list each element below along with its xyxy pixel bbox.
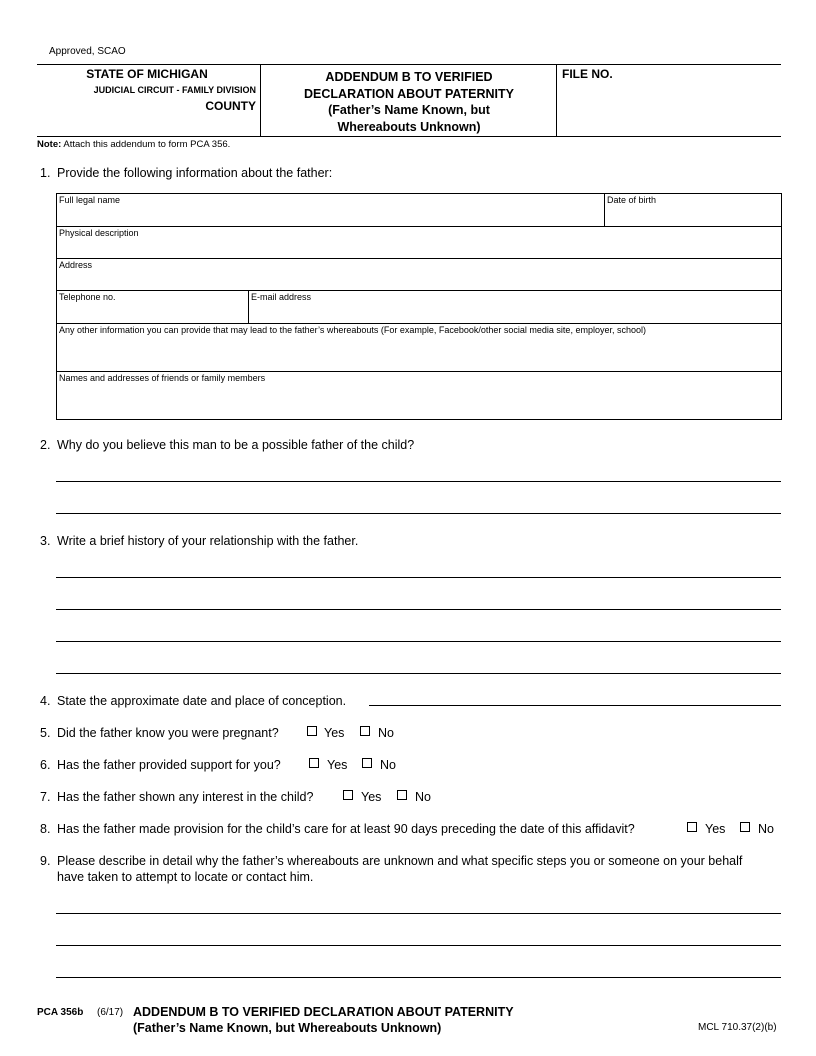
q7-no-checkbox[interactable] [397,790,407,800]
physical-description-field[interactable] [57,227,782,259]
form-title [262,69,556,135]
header-divider-left [260,64,261,136]
other-info-field[interactable] [57,324,782,372]
date-of-birth-field[interactable] [605,194,782,227]
q9-number: 9. [40,854,51,868]
q2-number: 2. [40,438,51,452]
full-legal-name-label: Full legal name [59,195,121,205]
q8-text: Has the father made provision for the child’s care for at least 90 days preceding the date of this affidavit? [57,822,635,836]
q5-yes-label: Yes [324,726,345,740]
q4-number: 4. [40,694,51,708]
q5-no-checkbox[interactable] [360,726,370,736]
q6-yes-label: Yes [327,758,348,772]
file-no-label: FILE NO. [562,67,613,81]
q7-number: 7. [40,790,51,804]
q2-answer-line[interactable] [56,513,781,514]
date-of-birth-label: Date of birth [607,195,657,205]
q8-yes-label: Yes [705,822,726,836]
q2-answer-line[interactable] [56,481,781,482]
q6-no-label: No [380,758,396,772]
q4-answer-line[interactable] [369,705,781,706]
full-legal-name-field[interactable] [57,194,605,227]
header-top-rule [37,64,781,65]
form-title-line: (Father’s Name Known, but [328,103,490,117]
q9-answer-line[interactable] [56,977,781,978]
footer-form-code: PCA 356b [37,1007,84,1018]
q4-text: State the approximate date and place of conception. [57,694,347,708]
q5-text: Did the father know you were pregnant? [57,726,279,740]
note-label: Note: [37,139,62,150]
q9-text-line-2: have taken to attempt to locate or contact him. [57,870,314,884]
email-field[interactable] [249,291,782,324]
q3-number: 3. [40,534,51,548]
form-title-line: DECLARATION ABOUT PATERNITY [304,86,514,101]
telephone-field[interactable] [57,291,249,324]
q7-no-label: No [415,790,431,804]
state-of-michigan: STATE OF MICHIGAN [86,67,208,81]
form-title-line: Whereabouts Unknown) [337,119,481,134]
q2-text: Why do you believe this man to be a possible father of the child? [57,438,415,452]
q7-yes-checkbox[interactable] [343,790,353,800]
q3-text: Write a brief history of your relationship with the father. [57,534,359,548]
header-bottom-rule [37,136,781,137]
q9-answer-line[interactable] [56,945,781,946]
q7-yes-label: Yes [361,790,382,804]
footer-title-line-1: ADDENDUM B TO VERIFIED DECLARATION ABOUT PATERNITY [133,1005,514,1019]
county-label: COUNTY [205,99,256,113]
telephone-label: Telephone no. [59,292,116,302]
q3-answer-line[interactable] [56,609,781,610]
q3-answer-line[interactable] [56,641,781,642]
address-label: Address [59,260,93,270]
q6-yes-checkbox[interactable] [309,758,319,768]
header-divider-right [556,64,557,136]
friends-family-label: Names and addresses of friends or family members [59,373,266,383]
email-label: E-mail address [251,292,312,302]
footer-title-line-2: (Father’s Name Known, but Whereabouts Unknown) [133,1021,442,1035]
form-title-line: ADDENDUM B TO VERIFIED [325,70,493,84]
judicial-circuit-label: JUDICIAL CIRCUIT - FAMILY DIVISION [93,85,256,95]
q6-number: 6. [40,758,51,772]
q5-no-label: No [378,726,394,740]
address-field[interactable] [57,259,782,291]
footer-form-date: (6/17) [97,1007,124,1018]
father-info-table [56,193,782,420]
q8-no-checkbox[interactable] [740,822,750,832]
q8-no-label: No [758,822,774,836]
other-info-label: Any other information you can provide that may lead to the father’s whereabouts (For example, Facebook/other social media site, employer, school) [59,325,646,335]
q7-text: Has the father shown any interest in the child? [57,790,314,804]
q6-text: Has the father provided support for you? [57,758,281,772]
q5-number: 5. [40,726,51,740]
footer-mcl-reference: MCL 710.37(2)(b) [698,1022,777,1033]
q9-answer-line[interactable] [56,913,781,914]
q3-answer-line[interactable] [56,577,781,578]
q3-answer-line[interactable] [56,673,781,674]
physical-description-label: Physical description [59,228,139,238]
friends-family-field[interactable] [57,372,782,420]
q1-text: Provide the following information about the father: [57,166,333,180]
footer-title [133,1004,514,1036]
q8-yes-checkbox[interactable] [687,822,697,832]
approved-scao: Approved, SCAO [49,46,126,57]
note [37,139,230,150]
q8-number: 8. [40,822,51,836]
q5-yes-checkbox[interactable] [307,726,317,736]
note-text: Attach this addendum to form PCA 356. [63,139,231,150]
q6-no-checkbox[interactable] [362,758,372,768]
q1-number: 1. [40,166,51,180]
q9-text-line-1: Please describe in detail why the father’s whereabouts are unknown and what specific steps you or someone on your behalf [57,854,743,868]
